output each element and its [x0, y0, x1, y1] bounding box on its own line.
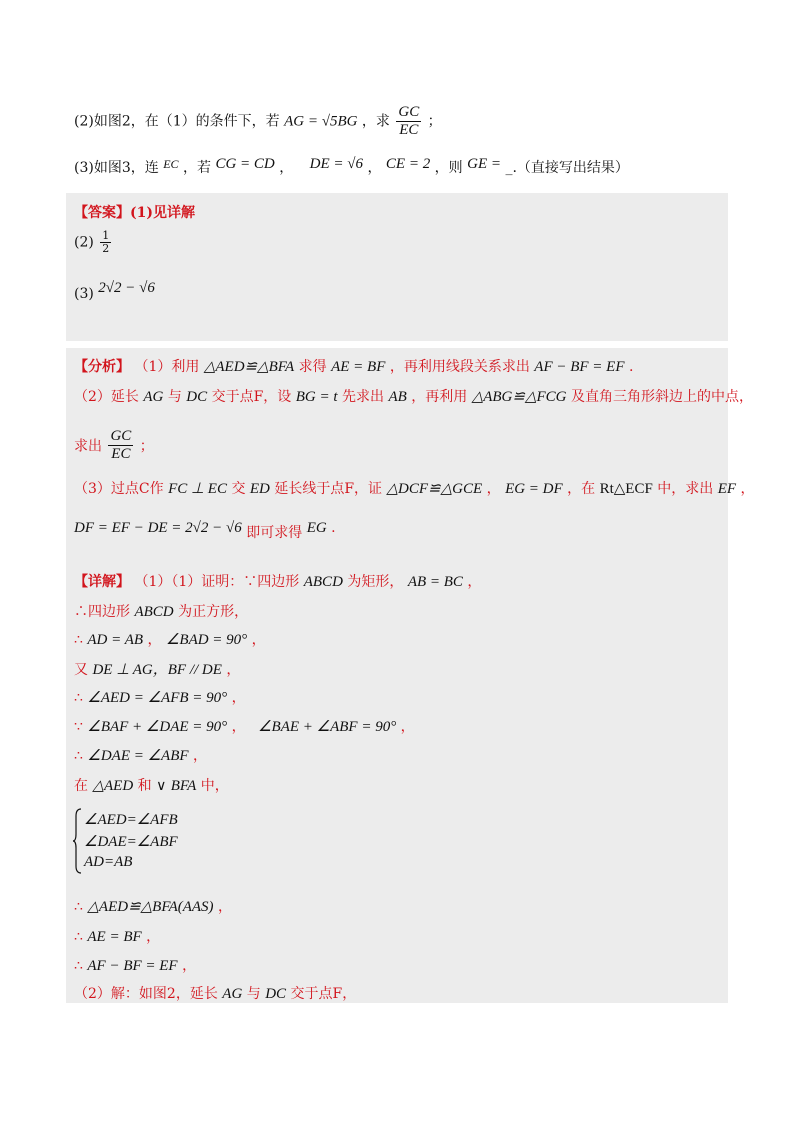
detail-5c: ，	[231, 690, 246, 706]
q3-ge: GE =	[467, 156, 501, 172]
q2-suffix: ；	[427, 113, 442, 130]
detail-line-1	[74, 571, 481, 591]
detail-6a: ∵	[74, 719, 83, 735]
analysis-4m: ，	[740, 481, 755, 497]
detail-line-6	[74, 716, 415, 736]
analysis-1e: ，再利用线段关系求出	[389, 359, 530, 375]
detail-12e: 交于点F，	[290, 986, 357, 1002]
answer-2-num: 1	[102, 229, 110, 242]
detail-8e: BFA	[170, 778, 197, 794]
q3-cond-3: CE = 2	[385, 156, 431, 172]
q3-text: (3)如图3，连	[74, 160, 159, 176]
detail-8c: 和	[137, 778, 152, 794]
q2-text: (2)如图2，在（1）的条件下，若	[74, 113, 280, 130]
analysis-line-2	[74, 386, 753, 406]
detail-line-7	[74, 745, 207, 765]
analysis-2d: DC	[186, 389, 208, 405]
analysis-1d: AE = BF	[331, 359, 386, 375]
detail-line-3	[74, 629, 266, 649]
answer-line-2	[74, 230, 113, 255]
detail-9a: ∴	[74, 899, 83, 915]
system-brace-icon	[72, 808, 82, 874]
detail-line-4	[74, 658, 240, 679]
analysis-5c: EG	[306, 520, 327, 536]
analysis-2e: 交于点F，设	[211, 389, 292, 405]
q2-condition: AG = √5BG	[284, 113, 358, 130]
analysis-4j: Rt△ECF	[599, 481, 653, 497]
analysis-2h: AB	[388, 389, 407, 405]
analysis-4c: 交	[231, 481, 246, 497]
q2-frac-num: GC	[398, 104, 420, 120]
analysis-1g: .	[628, 359, 634, 375]
detail-1d: AB = BC	[407, 574, 463, 590]
detail-label: 【详解】	[74, 574, 130, 590]
q3-sep-2: ，	[367, 160, 382, 176]
analysis-3-fraction	[108, 428, 133, 463]
answer-line-1	[74, 202, 195, 222]
q2-text-mid: ，求	[361, 113, 390, 130]
analysis-5d: .	[331, 520, 336, 536]
analysis-2i: ，再利用	[411, 389, 468, 405]
analysis-2g: 先求出	[342, 389, 384, 405]
analysis-1c: 求得	[298, 359, 327, 375]
analysis-4b: FC ⊥ EC	[168, 481, 227, 497]
detail-1e: ，	[467, 574, 482, 590]
analysis-3a: 求出	[74, 438, 102, 455]
detail-3b: AD = AB	[87, 632, 144, 648]
system-eq-2: ∠DAE=∠ABF	[84, 834, 178, 850]
analysis-1b: △AED≌△BFA	[203, 359, 295, 375]
analysis-5b: 即可求得	[246, 525, 303, 541]
detail-9b: △AED≌△BFA(AAS)	[87, 899, 214, 915]
answer-2-den: 2	[102, 242, 110, 255]
detail-12b: AG	[222, 986, 243, 1002]
detail-3e: ，	[251, 632, 266, 648]
analysis-5a: DF = EF − DE = 2√2 − √6	[74, 520, 242, 536]
detail-8a: 在	[74, 778, 88, 794]
detail-1b: ABCD	[303, 574, 343, 590]
answer-2-fraction	[100, 230, 111, 255]
q3-suffix: _.（直接写出结果）	[505, 160, 629, 176]
detail-11c: ，	[182, 958, 197, 974]
analysis-3-num: GC	[110, 428, 132, 444]
detail-line-10	[74, 926, 160, 946]
analysis-4h: EG = DF	[505, 481, 563, 497]
q3-text-h: ，则	[434, 160, 463, 176]
detail-9c: ，	[218, 899, 232, 915]
analysis-line-1	[74, 356, 633, 376]
detail-2c: 为正方形，	[178, 604, 249, 620]
answer-3-value: 2√2 − √6	[98, 280, 155, 296]
answer-3-prefix: (3)	[74, 286, 94, 302]
detail-8f: 中，	[200, 778, 229, 794]
analysis-4e: 延长线于点F，证	[274, 481, 383, 497]
q3-cond-1: CG = CD	[215, 156, 275, 172]
analysis-line-4	[74, 478, 755, 498]
analysis-2j: △ABG≌△FCG	[471, 389, 567, 405]
analysis-line-3	[74, 428, 154, 463]
q3-sep-1: ，	[279, 160, 294, 176]
analysis-2c: 与	[167, 389, 182, 405]
q3-ec: EC	[163, 157, 179, 171]
detail-2a: ∴四边形	[74, 604, 130, 620]
detail-3c: ，	[147, 632, 162, 648]
analysis-4a: （3）过点C作	[74, 481, 164, 497]
detail-line-8	[74, 775, 229, 795]
detail-6b: ∠BAF + ∠DAE = 90°	[87, 719, 228, 735]
detail-6c: ，	[231, 719, 246, 735]
analysis-4f: △DCF≌△GCE	[386, 481, 483, 497]
analysis-2k: 及直角三角形斜边上的中点，	[570, 389, 753, 405]
detail-3d: ∠BAD = 90°	[165, 632, 248, 648]
detail-4c: ，	[226, 662, 241, 678]
analysis-2b: AG	[143, 389, 164, 405]
answer-label: 【答案】	[74, 205, 130, 221]
q3-text-b: ，若	[183, 160, 211, 176]
detail-10b: AE = BF	[87, 929, 142, 945]
analysis-4i: ，在	[567, 481, 596, 497]
detail-7c: ，	[193, 748, 207, 764]
analysis-2f: BG = t	[295, 389, 338, 405]
answer-line-3	[74, 280, 155, 302]
detail-11a: ∴	[74, 958, 83, 974]
analysis-3-den: EC	[111, 446, 131, 462]
detail-12c: 与	[246, 986, 261, 1002]
q3-cond-2: DE = √6	[309, 156, 364, 172]
detail-line-2	[74, 601, 248, 621]
answer-2-prefix: (2)	[74, 234, 94, 251]
analysis-line-5	[74, 520, 336, 542]
analysis-label: 【分析】	[74, 359, 130, 375]
detail-6e: ，	[400, 719, 415, 735]
answer-1: (1)见详解	[130, 205, 195, 221]
detail-8b: △AED	[92, 778, 134, 794]
detail-line-9	[74, 896, 232, 916]
detail-11b: AF − BF = EF	[87, 958, 178, 974]
detail-line-12	[74, 983, 356, 1003]
detail-4b: DE ⊥ AG，BF // DE	[92, 662, 222, 678]
analysis-4k: 中，求出	[657, 481, 714, 497]
detail-line-11	[74, 955, 196, 975]
detail-7a: ∴	[74, 748, 83, 764]
detail-1a: （1）（1）证明：∵四边形	[134, 574, 300, 590]
detail-6d: ∠BAE + ∠ABF = 90°	[258, 719, 397, 735]
analysis-3b: ；	[139, 438, 154, 455]
analysis-4g: ，	[486, 481, 501, 497]
analysis-1a: （1）利用	[134, 359, 200, 375]
detail-3a: ∴	[74, 632, 83, 648]
question-2	[74, 104, 442, 139]
system-eq-3: AD=AB	[84, 854, 133, 870]
q2-fraction	[396, 104, 421, 139]
detail-7b: ∠DAE = ∠ABF	[87, 748, 189, 764]
analysis-1f: AF − BF = EF	[534, 359, 625, 375]
system-eq-1: ∠AED=∠AFB	[84, 812, 178, 828]
detail-1c: 为矩形，	[347, 574, 404, 590]
detail-5a: ∴	[74, 690, 83, 706]
detail-4a: 又	[74, 662, 88, 678]
detail-2b: ABCD	[134, 604, 174, 620]
q2-frac-den: EC	[399, 122, 419, 138]
detail-line-5	[74, 687, 246, 707]
detail-5b: ∠AED = ∠AFB = 90°	[87, 690, 228, 706]
analysis-4l: EF	[717, 481, 737, 497]
detail-12d: DC	[265, 986, 287, 1002]
detail-12a: （2）解：如图2，延长	[74, 986, 218, 1002]
detail-10c: ，	[146, 929, 161, 945]
detail-10a: ∴	[74, 929, 83, 945]
question-3	[74, 156, 629, 177]
analysis-2a: （2）延长	[74, 389, 139, 405]
analysis-4d: ED	[249, 481, 270, 497]
detail-8d: ∨	[156, 778, 167, 794]
